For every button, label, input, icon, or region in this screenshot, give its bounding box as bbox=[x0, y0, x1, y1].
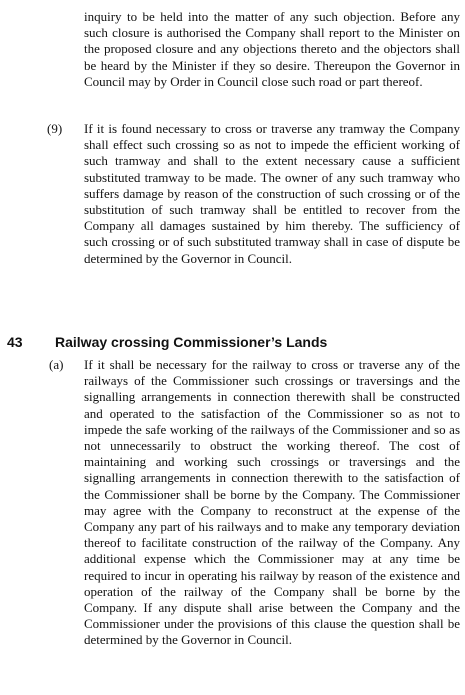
section-43-heading: Railway crossing Commissioner’s Lands bbox=[55, 334, 328, 350]
clause-a-text: If it shall be necessary for the railway to cross or traverse any of the railways of the Commissioner such crossings or traversings and the signalling arrangements in connection therewith shall be constructed and operated to the satisfaction of the Commissioner so as not to impede the safe working of the railways of the Commissioner and so as not unnecessarily to obstruct the working thereof. The cost of maintaining and working such crossings or traversings and the signalling arrangements in connection therewith to the satisfaction of the Commissioner shall be borne by the Company. The Commissioner may agree with the Company to reconstruct at the expense of the Company any part of his railways and to make any temporary deviation thereof to facilitate construction of the railway of the Company. Any additional expense which the Commissioner may at any time be required to incur in operating his railway by reason of the existence and operation of the railway of the Company shall be borne by the Company. If any dispute shall arise between the Company and the Commissioner under the provisions of this clause the question shall be determined by the Governor in Council. bbox=[84, 357, 460, 648]
clause-9-number: (9) bbox=[47, 121, 63, 136]
clause-a-number: (a) bbox=[49, 357, 64, 372]
section-43-number: 43 bbox=[7, 334, 23, 350]
clause-9-text: If it is found necessary to cross or traverse any tramway the Company shall effect such crossing so as not to impede the efficient working of such tramway and shall to the extent necessary cause a sufficient substituted tramway to be made. The owner of any such tramway who suffers damage by reason of the construction of such crossing or of the substitution of such tramway shall be entitled to recover from the Company all damages sustained by him thereby. The sufficiency of such crossing or of such substituted tramway shall in case of dispute be determined by the Governor in Council. bbox=[84, 121, 460, 266]
continuation-paragraph: inquiry to be held into the matter of any such objection. Before any such closure is authorised the Company shall report to the Minister on the proposed closure and any objections thereto and the objectors shall be heard by the Minister if they so desire. Thereupon the Governor in Council may by Order in Council close such road or part thereof. bbox=[84, 9, 460, 89]
